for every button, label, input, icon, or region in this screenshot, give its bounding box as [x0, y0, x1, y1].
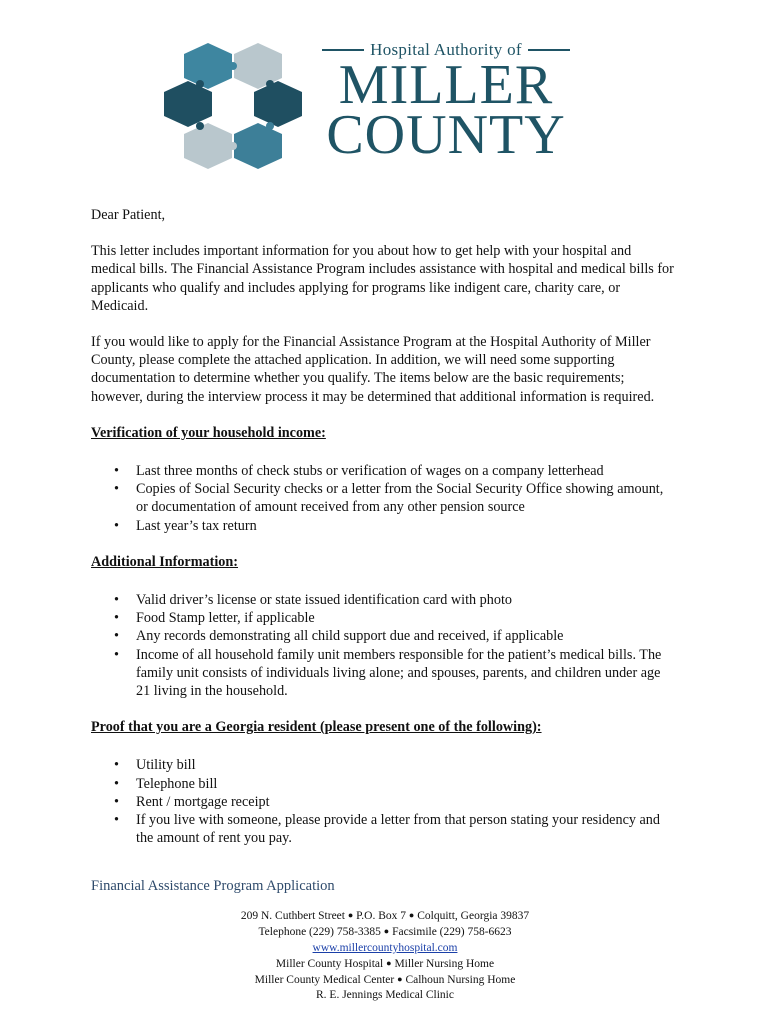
- list-item: • Last three months of check stubs or verification of wages on a company letterhead: [91, 462, 676, 480]
- additional-list: [91, 591, 676, 700]
- puzzle-hexagon-emblem: [160, 36, 310, 186]
- website-link[interactable]: www.millercountyhospital.com: [312, 941, 458, 954]
- bullet-separator: ●: [347, 910, 354, 920]
- facility: Miller County Medical Center: [254, 974, 395, 987]
- bullet-separator: ●: [383, 926, 390, 937]
- puzzle-tab: [196, 80, 204, 88]
- list-item: • If you live with someone, please provide a letter from that person stating your residency and the amount of rent you pay.: [91, 811, 676, 847]
- facsimile: Facsimile (229) 758-6623: [392, 926, 512, 939]
- puzzle-tab: [229, 62, 237, 70]
- facility: Miller County Hospital: [275, 957, 384, 970]
- logo-wordmark: [316, 40, 576, 166]
- puzzle-tab: [196, 122, 204, 130]
- list-item: • Rent / mortgage receipt: [91, 793, 676, 811]
- puzzle-tab: [266, 122, 274, 130]
- hex-bottom-right: [234, 123, 282, 169]
- residency-list: [91, 756, 676, 847]
- hex-mid-left: [164, 81, 212, 127]
- bullet-separator: ●: [408, 910, 415, 920]
- facilities-line: [0, 988, 770, 1003]
- facility: Calhoun Nursing Home: [405, 974, 516, 987]
- logo-miller: MILLER: [338, 54, 554, 116]
- facilities-line: [0, 972, 770, 988]
- hex-top-left: [184, 43, 232, 89]
- facility: Miller Nursing Home: [394, 957, 495, 970]
- bullet-separator: ●: [397, 974, 403, 985]
- apply-paragraph: If you would like to apply for the Financial Assistance Program at the Hospital Authority of Miller County, please complete the attached application. In addition, we will need some supporting documentation to determine whether you qualify. The items below are the basic requirements; however, during the interview process it may be determined that additional information is required.: [91, 334, 655, 405]
- address-block: [0, 908, 770, 1004]
- hex-bottom-left: [184, 123, 232, 169]
- income-list: [91, 462, 676, 535]
- facility: R. E. Jennings Medical Clinic: [316, 989, 454, 1002]
- section-heading-residency: Proof that you are a Georgia resident (please present one of the following):: [91, 719, 542, 736]
- logo-rule: [528, 49, 570, 51]
- list-item: • Last year’s tax return: [91, 517, 676, 535]
- list-item: • Copies of Social Security checks or a letter from the Social Security Office showing amount, or documentation of amount received from any other pension source: [91, 480, 676, 516]
- list-item: • Any records demonstrating all child support due and received, if applicable: [91, 627, 676, 645]
- list-item: • Food Stamp letter, if applicable: [91, 609, 676, 627]
- list-item: • Valid driver’s license or state issued identification card with photo: [91, 591, 676, 609]
- logo-rule: [322, 49, 364, 51]
- facilities-line: [0, 956, 770, 972]
- logo-subtitle: Hospital Authority of: [370, 40, 522, 59]
- list-item: • Telephone bill: [91, 775, 676, 793]
- list-item: • Utility bill: [91, 756, 676, 774]
- puzzle-tab: [229, 142, 237, 150]
- street: 209 N. Cuthbert Street: [240, 910, 345, 922]
- greeting: Dear Patient,: [91, 207, 166, 223]
- hex-top-right: [234, 43, 282, 89]
- address-line: [0, 908, 770, 924]
- hex-mid-right: [254, 81, 302, 127]
- list-item: • Income of all household family unit members responsible for the patient’s medical bills. The family unit consists of individuals living alone; and spouses, parents, and children under age 21 living in the household.: [91, 646, 676, 701]
- intro-paragraph: This letter includes important information for you about how to get help with your hospital and medical bills. The Financial Assistance Program includes assistance with hospital and medical bills for applicants who qualify and includes applying for programs like indigent care, charity care, or Medicaid.: [91, 243, 674, 314]
- phone-line: [0, 924, 770, 940]
- section-heading-income: Verification of your household income:: [91, 424, 326, 441]
- puzzle-tab: [266, 80, 274, 88]
- section-heading-additional: Additional Information:: [91, 553, 239, 570]
- logo-county: COUNTY: [326, 104, 566, 166]
- form-title: Financial Assistance Program Application: [91, 878, 335, 894]
- bullet-separator: ●: [386, 957, 392, 968]
- po-box: P.O. Box 7: [356, 910, 407, 922]
- letter-body: [91, 206, 676, 865]
- telephone: Telephone (229) 758-3385: [258, 926, 381, 939]
- city: Colquitt, Georgia 39837: [417, 910, 530, 922]
